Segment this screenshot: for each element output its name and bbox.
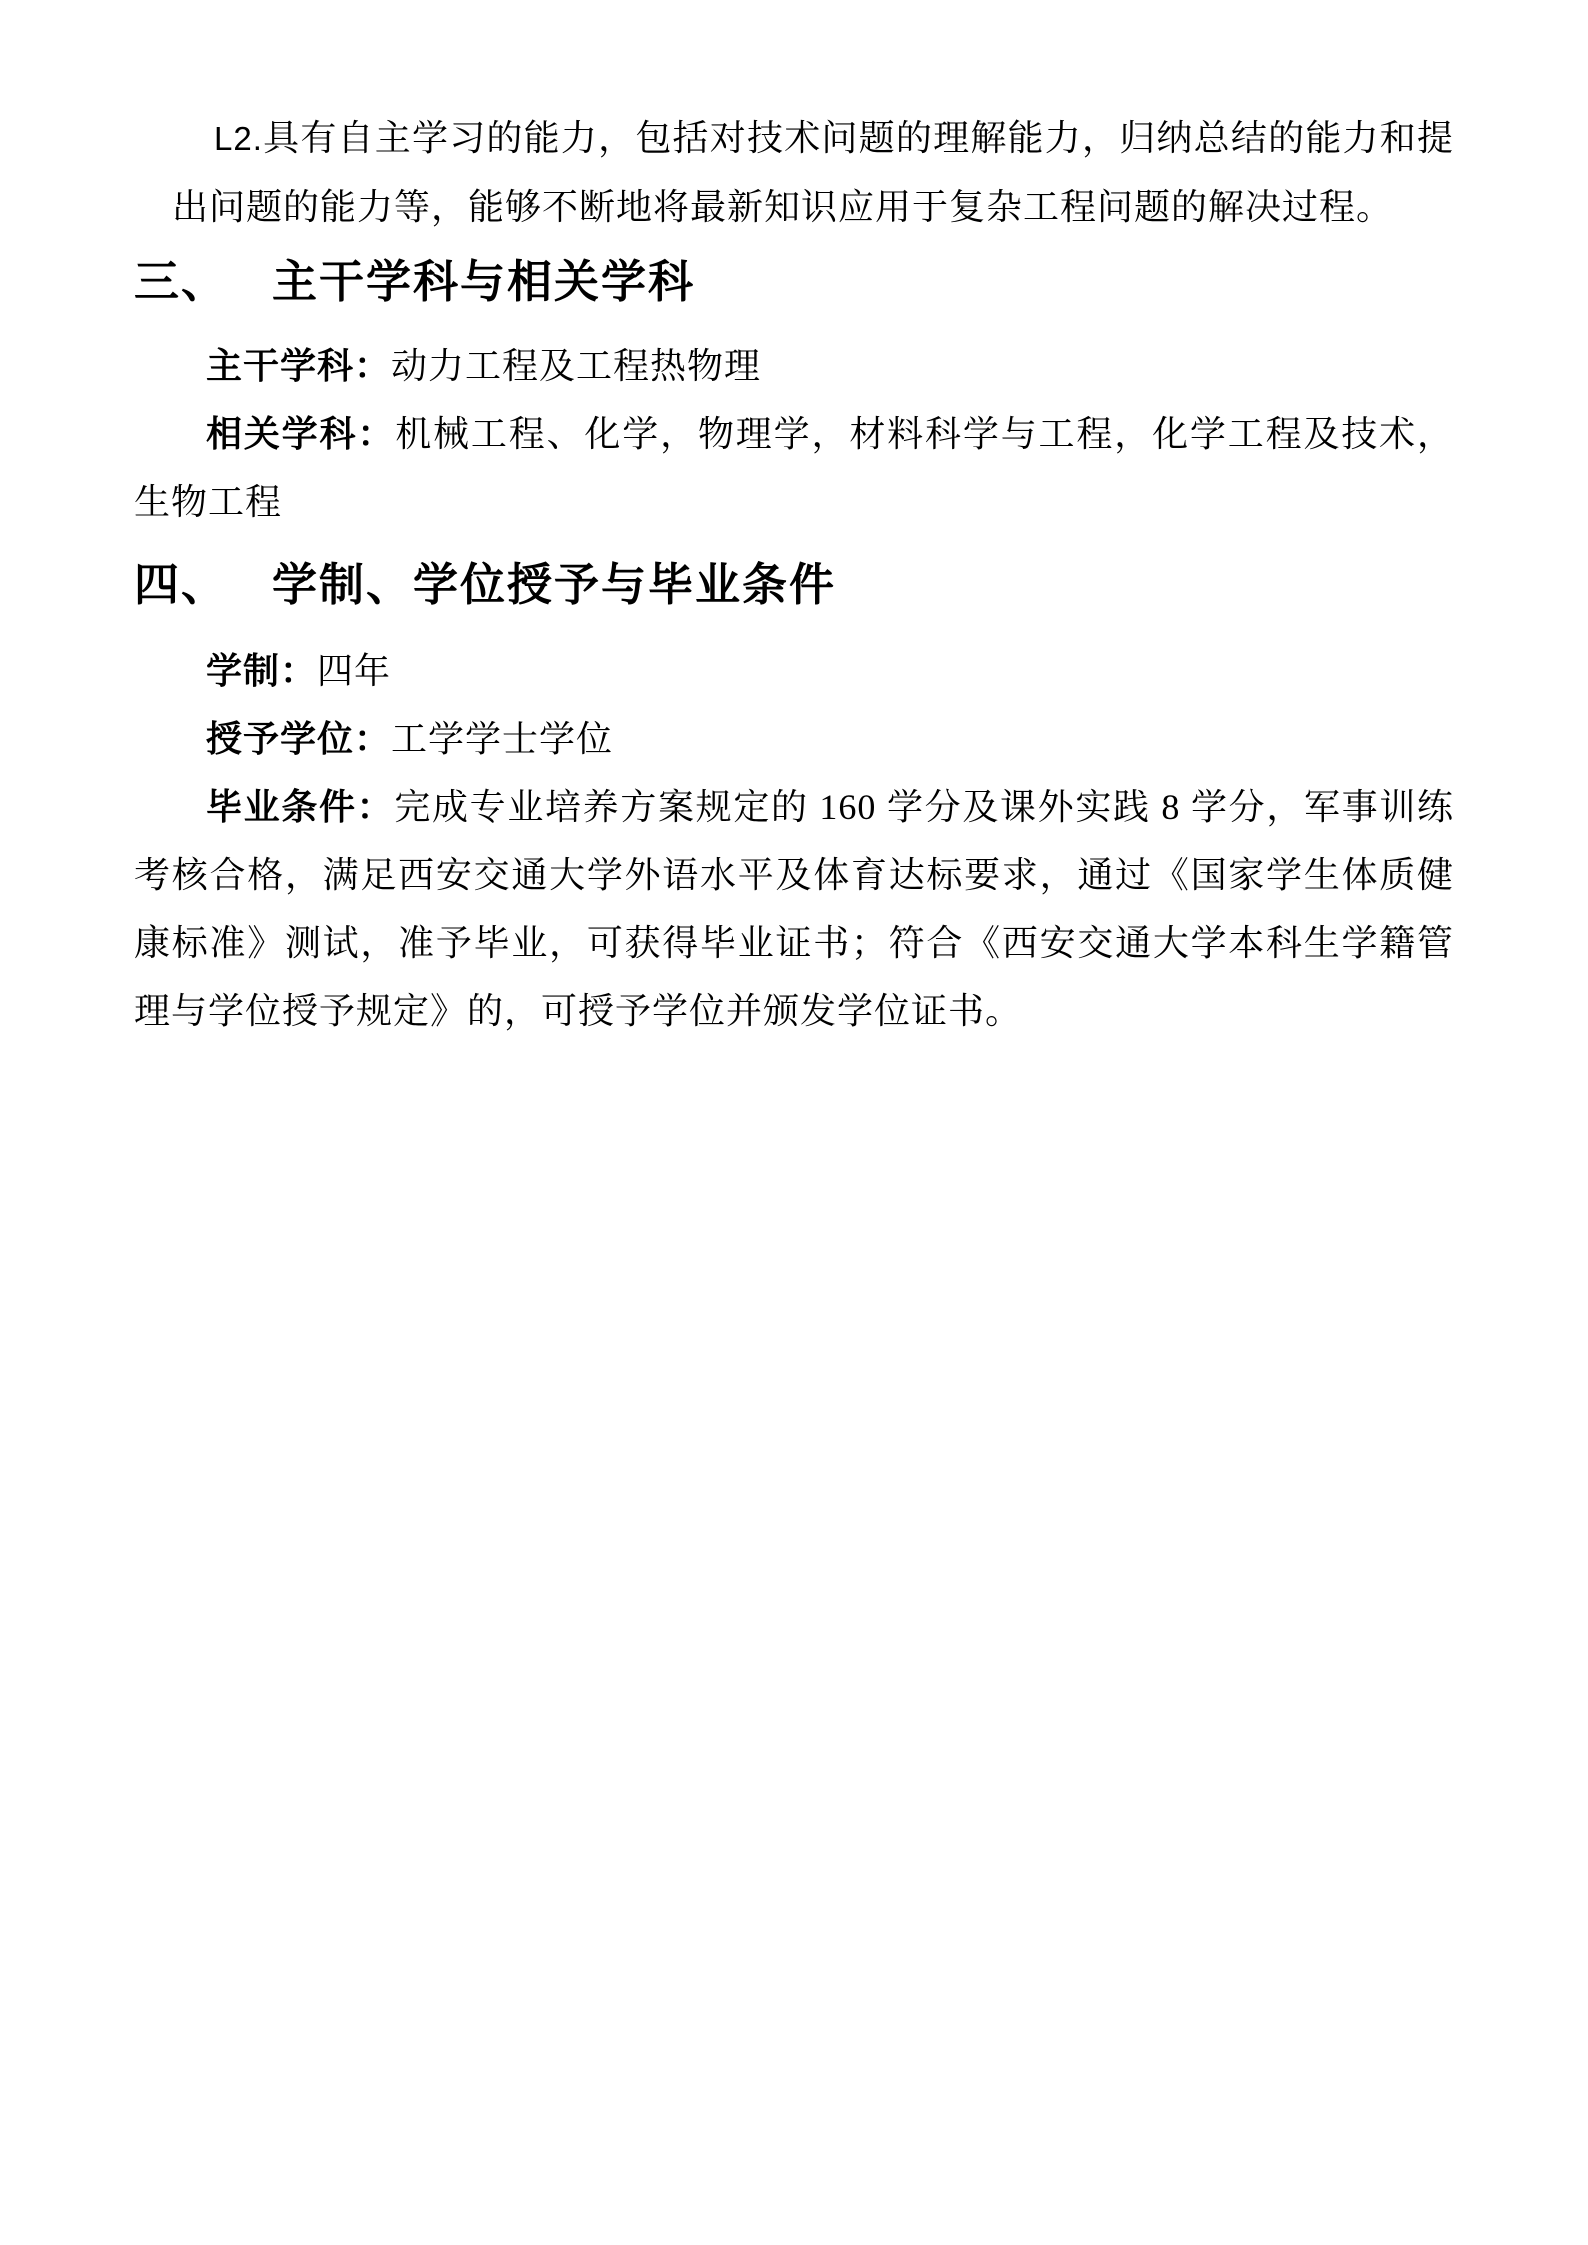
- related-disciplines-label: 相关学科：: [206, 413, 396, 454]
- study-length-text: 四年: [317, 651, 392, 691]
- section4-title: 学制、学位授予与毕业条件: [272, 559, 837, 610]
- related-disciplines-text: 机械工程、化学，物理学，材料科学与工程，化学工程及技术，生物工程: [134, 414, 1454, 522]
- paragraph-l2: [134, 104, 1454, 241]
- section4-number: 四、: [134, 559, 229, 610]
- l2-item-label: L2.: [214, 120, 263, 157]
- degree-awarded-label: 授予学位：: [206, 718, 392, 759]
- graduation-requirements-label: 毕业条件：: [206, 786, 395, 827]
- graduation-requirements-text: 完成专业培养方案规定的 160 学分及课外实践 8 学分，军事训练考核合格，满足西安交通大学外语水平及体育达标要求，通过《国家学生体质健康标准》测试，准予毕业，可获得毕业证书；符合《西安交通大学本科生学籍管理与学位授予规定》的，可授予学位并颁发学位证书。: [134, 787, 1454, 1031]
- section3-heading: [134, 251, 1454, 313]
- section3-title: 主干学科与相关学科: [272, 256, 696, 307]
- paragraph-study-length: [134, 637, 1454, 705]
- paragraph-main-discipline: [134, 332, 1454, 400]
- section4-heading: [134, 554, 1454, 616]
- main-discipline-label: 主干学科：: [206, 345, 392, 386]
- paragraph-related-disciplines: [134, 400, 1454, 536]
- document-body: [134, 104, 1454, 1045]
- section3-number: 三、: [134, 256, 229, 307]
- l2-item-text: 具有自主学习的能力，包括对技术问题的理解能力，归纳总结的能力和提出问题的能力等，能够不断地将最新知识应用于复杂工程问题的解决过程。: [172, 118, 1454, 227]
- paragraph-graduation-requirements: [134, 773, 1454, 1045]
- degree-awarded-text: 工学学士学位: [391, 719, 614, 759]
- paragraph-degree-awarded: [134, 705, 1454, 773]
- study-length-label: 学制：: [206, 650, 318, 691]
- main-discipline-text: 动力工程及工程热物理: [391, 346, 762, 386]
